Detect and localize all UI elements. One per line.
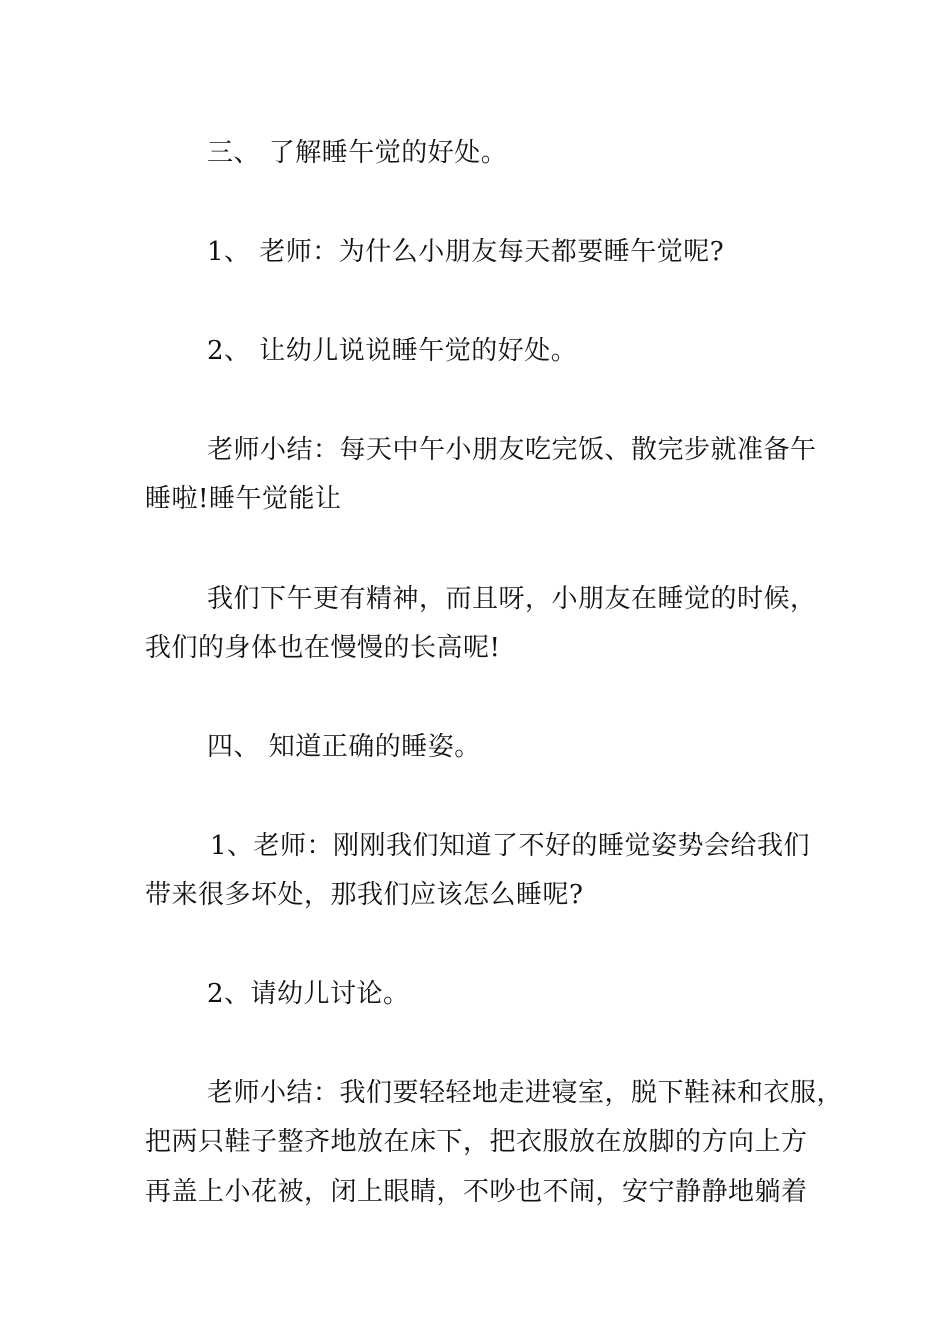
section-4-summary-line-1: 老师小结：我们要轻轻地走进寝室，脱下鞋袜和衣服， (207, 1078, 844, 1108)
section-3-paragraph-line-1: 我们下午更有精神，而且呀，小朋友在睡觉的时候， (207, 584, 817, 614)
section-4-summary-line-2: 把两只鞋子整齐地放在床下，把衣服放在放脚的方向上方 (145, 1127, 808, 1157)
section-4-summary-line-3: 再盖上小花被，闭上眼睛，不吵也不闹，安宁静静地躺着 (145, 1177, 808, 1207)
section-4-item-1-line-1: 1、老师：刚刚我们知道了不好的睡觉姿势会给我们 (210, 831, 811, 861)
section-4-heading: 四、 知道正确的睡姿。 (207, 732, 481, 762)
section-3-item-2: 2、 让幼儿说说睡午觉的好处。 (207, 336, 578, 366)
section-3-heading: 三、 了解睡午觉的好处。 (207, 138, 508, 168)
section-4-item-1-line-2: 带来很多坏处，那我们应该怎么睡呢? (145, 880, 584, 910)
section-4-item-2: 2、请幼儿讨论。 (207, 979, 410, 1009)
section-3-paragraph-line-2: 我们的身体也在慢慢的长高呢! (145, 633, 501, 663)
section-3-summary-line-2: 睡啦!睡午觉能让 (145, 484, 342, 514)
section-3-item-1: 1、 老师：为什么小朋友每天都要睡午觉呢? (207, 237, 725, 267)
section-3-summary-line-1: 老师小结：每天中午小朋友吃完饭、散完步就准备午 (207, 435, 817, 465)
